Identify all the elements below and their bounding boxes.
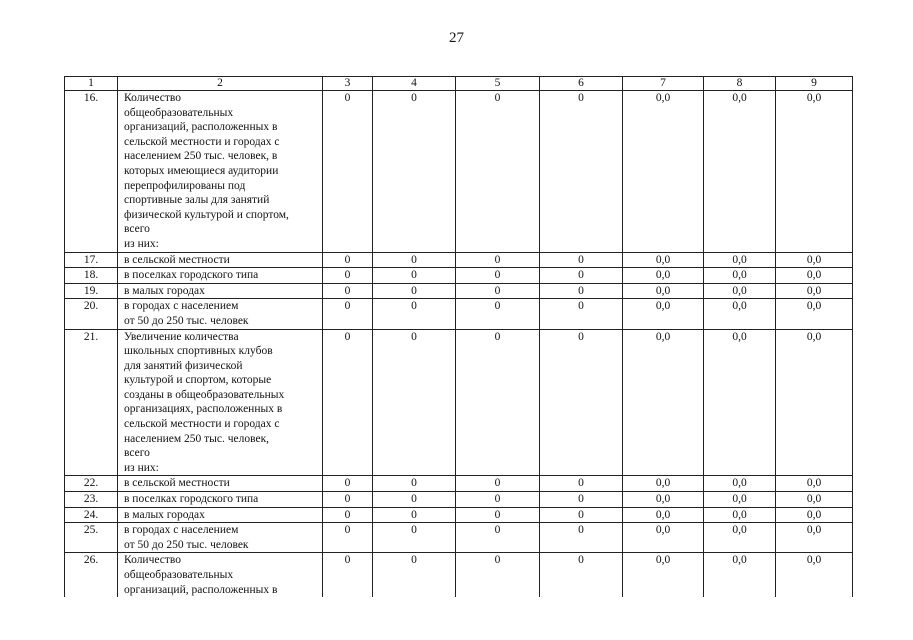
value-cell: 0	[373, 268, 456, 284]
value-cell: 0,0	[776, 299, 853, 329]
value-cell: 0,0	[704, 492, 776, 508]
value-cell: 0	[540, 283, 623, 299]
header-cell: 7	[623, 77, 704, 91]
row-number-cell: 18.	[65, 268, 118, 284]
value-cell: 0	[373, 507, 456, 523]
row-number-cell: 21.	[65, 329, 118, 476]
value-cell: 0	[540, 329, 623, 476]
value-cell: 0,0	[623, 507, 704, 523]
value-cell: 0	[456, 91, 540, 253]
value-cell: 0	[373, 252, 456, 268]
value-cell: 0	[540, 268, 623, 284]
value-cell: 0,0	[776, 476, 853, 492]
indicator-name-cell: Увеличение количества школьных спортивных клубов для занятий физической культурой и спортом, которые созданы в общеобразовательных организациях, расположенных в сельской местности и городах с населением 250 тыс. человек, всего из них:	[118, 329, 323, 476]
value-cell: 0,0	[623, 268, 704, 284]
value-cell: 0	[540, 476, 623, 492]
value-cell: 0,0	[776, 268, 853, 284]
value-cell: 0	[323, 268, 373, 284]
value-cell: 0,0	[623, 553, 704, 597]
header-cell: 4	[373, 77, 456, 91]
indicator-name-cell: Количество общеобразовательных организаций, расположенных в сельской местности и городах с населением 250 тыс. человек, в которых имеющиеся аудитории перепрофилированы под спортивные залы для занятий физической культурой и спортом, всего из них:	[118, 91, 323, 253]
value-cell: 0,0	[776, 91, 853, 253]
value-cell: 0	[540, 91, 623, 253]
value-cell: 0	[540, 252, 623, 268]
indicator-name-cell: в городах с населением от 50 до 250 тыс. человек	[118, 523, 323, 553]
header-cell: 2	[118, 77, 323, 91]
value-cell: 0,0	[623, 299, 704, 329]
value-cell: 0	[323, 283, 373, 299]
data-table	[64, 76, 853, 597]
value-cell: 0	[373, 283, 456, 299]
value-cell: 0,0	[623, 252, 704, 268]
value-cell: 0	[323, 507, 373, 523]
header-cell: 1	[65, 77, 118, 91]
table-row	[65, 523, 853, 553]
value-cell: 0	[323, 91, 373, 253]
table-row	[65, 299, 853, 329]
header-row	[65, 77, 853, 91]
value-cell: 0	[456, 283, 540, 299]
value-cell: 0,0	[776, 283, 853, 299]
header-cell: 6	[540, 77, 623, 91]
value-cell: 0,0	[704, 507, 776, 523]
value-cell: 0	[323, 299, 373, 329]
header-cell: 8	[704, 77, 776, 91]
table-row	[65, 329, 853, 476]
header-cell: 9	[776, 77, 853, 91]
table-row	[65, 283, 853, 299]
value-cell: 0,0	[704, 523, 776, 553]
row-number-cell: 23.	[65, 492, 118, 508]
value-cell: 0	[373, 553, 456, 597]
value-cell: 0	[456, 507, 540, 523]
value-cell: 0,0	[776, 507, 853, 523]
row-number-cell: 16.	[65, 91, 118, 253]
indicator-name-cell: в малых городах	[118, 283, 323, 299]
value-cell: 0	[540, 523, 623, 553]
value-cell: 0	[373, 476, 456, 492]
value-cell: 0,0	[623, 91, 704, 253]
value-cell: 0,0	[776, 329, 853, 476]
value-cell: 0,0	[704, 252, 776, 268]
header-cell: 5	[456, 77, 540, 91]
row-number-cell: 20.	[65, 299, 118, 329]
page-number: 27	[449, 30, 464, 46]
indicator-name-cell: в поселках городского типа	[118, 268, 323, 284]
value-cell: 0,0	[623, 492, 704, 508]
value-cell: 0	[456, 553, 540, 597]
table-row	[65, 268, 853, 284]
row-number-cell: 24.	[65, 507, 118, 523]
value-cell: 0,0	[623, 283, 704, 299]
value-cell: 0	[373, 299, 456, 329]
indicator-name-cell: в сельской местности	[118, 252, 323, 268]
value-cell: 0	[540, 553, 623, 597]
row-number-cell: 17.	[65, 252, 118, 268]
indicator-name-cell: в городах с населением от 50 до 250 тыс. человек	[118, 299, 323, 329]
table-row	[65, 492, 853, 508]
value-cell: 0	[540, 299, 623, 329]
value-cell: 0	[373, 523, 456, 553]
row-number-cell: 26.	[65, 553, 118, 597]
value-cell: 0	[323, 492, 373, 508]
table-row	[65, 476, 853, 492]
row-number-cell: 19.	[65, 283, 118, 299]
value-cell: 0	[373, 91, 456, 253]
table-row	[65, 553, 853, 597]
value-cell: 0	[456, 476, 540, 492]
value-cell: 0,0	[704, 299, 776, 329]
value-cell: 0	[323, 523, 373, 553]
value-cell: 0,0	[704, 283, 776, 299]
value-cell: 0	[323, 252, 373, 268]
indicator-name-cell: в малых городах	[118, 507, 323, 523]
value-cell: 0,0	[776, 523, 853, 553]
value-cell: 0,0	[704, 476, 776, 492]
row-number-cell: 22.	[65, 476, 118, 492]
value-cell: 0	[373, 492, 456, 508]
value-cell: 0	[540, 492, 623, 508]
value-cell: 0,0	[704, 329, 776, 476]
value-cell: 0	[323, 329, 373, 476]
value-cell: 0	[373, 329, 456, 476]
value-cell: 0,0	[704, 268, 776, 284]
indicator-name-cell: в сельской местности	[118, 476, 323, 492]
value-cell: 0	[456, 252, 540, 268]
header-cell: 3	[323, 77, 373, 91]
value-cell: 0	[540, 507, 623, 523]
value-cell: 0,0	[623, 523, 704, 553]
value-cell: 0,0	[776, 553, 853, 597]
value-cell: 0	[456, 492, 540, 508]
value-cell: 0	[323, 553, 373, 597]
value-cell: 0	[456, 329, 540, 476]
value-cell: 0,0	[704, 91, 776, 253]
value-cell: 0,0	[623, 476, 704, 492]
value-cell: 0,0	[623, 329, 704, 476]
table-row	[65, 507, 853, 523]
value-cell: 0	[456, 268, 540, 284]
value-cell: 0,0	[704, 553, 776, 597]
value-cell: 0,0	[776, 252, 853, 268]
table-row	[65, 91, 853, 253]
value-cell: 0,0	[776, 492, 853, 508]
value-cell: 0	[323, 476, 373, 492]
indicator-name-cell: Количество общеобразовательных организаций, расположенных в	[118, 553, 323, 597]
table-row	[65, 252, 853, 268]
value-cell: 0	[456, 299, 540, 329]
row-number-cell: 25.	[65, 523, 118, 553]
value-cell: 0	[456, 523, 540, 553]
indicator-name-cell: в поселках городского типа	[118, 492, 323, 508]
